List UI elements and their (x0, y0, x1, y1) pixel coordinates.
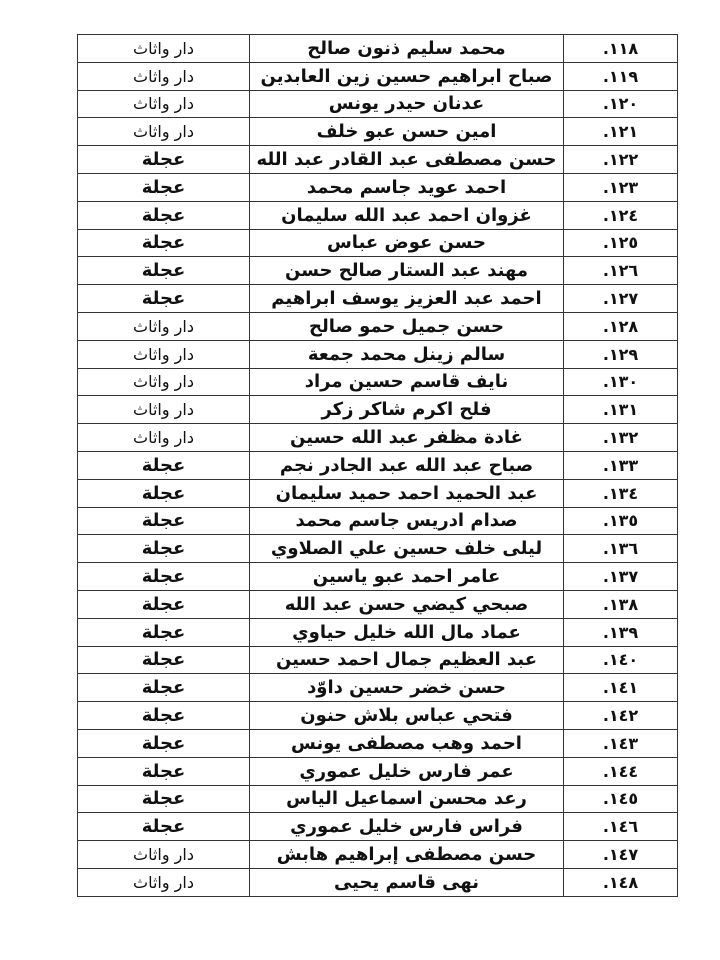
table-row (78, 90, 678, 118)
row-number-cell: ١١٨. (564, 35, 678, 63)
row-name-cell: احمد عويد جاسم محمد (250, 173, 564, 201)
row-name-cell: غادة مظفر عبد الله حسين (250, 424, 564, 452)
table-row (78, 285, 678, 313)
table-row (78, 702, 678, 730)
row-status-cell: عجلة (78, 674, 250, 702)
table-row (78, 813, 678, 841)
row-name-cell: فتحي عباس بلاش حنون (250, 702, 564, 730)
row-name-cell: حسن خضر حسين داوّد (250, 674, 564, 702)
row-name-cell: امين حسن عبو خلف (250, 118, 564, 146)
row-name-cell: سالم زينل محمد جمعة (250, 340, 564, 368)
row-name-cell: رعد محسن اسماعيل الياس (250, 785, 564, 813)
table-row (78, 146, 678, 174)
row-number-cell: ١٤٤. (564, 757, 678, 785)
table-row (78, 646, 678, 674)
row-number-cell: ١٢٦. (564, 257, 678, 285)
row-name-cell: فلح اكرم شاكر زكر (250, 396, 564, 424)
table-row (78, 312, 678, 340)
row-name-cell: محمد سليم ذنون صالح (250, 35, 564, 63)
row-name-cell: صدام ادريس جاسم محمد (250, 507, 564, 535)
row-status-cell: دار واثاث (78, 35, 250, 63)
row-status-cell: عجلة (78, 618, 250, 646)
row-name-cell: غزوان احمد عبد الله سليمان (250, 201, 564, 229)
row-number-cell: ١٣٤. (564, 479, 678, 507)
row-name-cell: نايف قاسم حسين مراد (250, 368, 564, 396)
table-row (78, 868, 678, 896)
row-name-cell: صبحي كيضي حسن عبد الله (250, 590, 564, 618)
row-name-cell: عبد العظيم جمال احمد حسين (250, 646, 564, 674)
row-status-cell: عجلة (78, 813, 250, 841)
row-status-cell: عجلة (78, 702, 250, 730)
table-row (78, 201, 678, 229)
row-status-cell: عجلة (78, 535, 250, 563)
row-status-cell: عجلة (78, 729, 250, 757)
row-number-cell: ١٤١. (564, 674, 678, 702)
row-status-cell: عجلة (78, 479, 250, 507)
table-row (78, 590, 678, 618)
table-row (78, 340, 678, 368)
table-row (78, 118, 678, 146)
roster-table (77, 34, 678, 897)
table-row (78, 841, 678, 869)
table-row (78, 451, 678, 479)
row-status-cell: عجلة (78, 257, 250, 285)
row-name-cell: صباح ابراهيم حسين زين العابدين (250, 62, 564, 90)
row-status-cell: عجلة (78, 785, 250, 813)
row-name-cell: عماد مال الله خليل حياوي (250, 618, 564, 646)
row-status-cell: عجلة (78, 201, 250, 229)
row-number-cell: ١٤٦. (564, 813, 678, 841)
table-row (78, 424, 678, 452)
row-name-cell: احمد وهب مصطفى يونس (250, 729, 564, 757)
row-status-cell: عجلة (78, 590, 250, 618)
table-row (78, 257, 678, 285)
row-number-cell: ١٣٨. (564, 590, 678, 618)
row-number-cell: ١٢٨. (564, 312, 678, 340)
table-row (78, 62, 678, 90)
row-number-cell: ١٤٥. (564, 785, 678, 813)
row-status-cell: دار واثاث (78, 368, 250, 396)
row-status-cell: عجلة (78, 173, 250, 201)
row-name-cell: عدنان حيدر يونس (250, 90, 564, 118)
row-name-cell: نهى قاسم يحيى (250, 868, 564, 896)
row-name-cell: حسن مصطفى إبراهيم هابش (250, 841, 564, 869)
row-number-cell: ١٣٢. (564, 424, 678, 452)
row-number-cell: ١٢٤. (564, 201, 678, 229)
row-name-cell: عامر احمد عبو ياسين (250, 563, 564, 591)
row-number-cell: ١٣٧. (564, 563, 678, 591)
row-number-cell: ١٣٠. (564, 368, 678, 396)
row-status-cell: دار واثاث (78, 62, 250, 90)
row-number-cell: ١٤٠. (564, 646, 678, 674)
row-status-cell: عجلة (78, 229, 250, 257)
row-number-cell: ١٢٠. (564, 90, 678, 118)
row-number-cell: ١٣٩. (564, 618, 678, 646)
table-row (78, 479, 678, 507)
roster-table-body (78, 35, 678, 897)
row-number-cell: ١٤٣. (564, 729, 678, 757)
row-number-cell: ١١٩. (564, 62, 678, 90)
row-status-cell: دار واثاث (78, 868, 250, 896)
table-row (78, 618, 678, 646)
row-status-cell: دار واثاث (78, 841, 250, 869)
table-row (78, 563, 678, 591)
row-name-cell: حسن مصطفى عبد القادر عبد الله (250, 146, 564, 174)
table-row (78, 396, 678, 424)
table-row (78, 729, 678, 757)
row-status-cell: دار واثاث (78, 340, 250, 368)
row-name-cell: صباح عبد الله عبد الجادر نجم (250, 451, 564, 479)
row-name-cell: مهند عبد الستار صالح حسن (250, 257, 564, 285)
row-status-cell: عجلة (78, 451, 250, 479)
row-status-cell: عجلة (78, 507, 250, 535)
row-status-cell: دار واثاث (78, 396, 250, 424)
row-name-cell: حسن عوض عباس (250, 229, 564, 257)
row-status-cell: عجلة (78, 285, 250, 313)
table-row (78, 674, 678, 702)
row-number-cell: ١٢٧. (564, 285, 678, 313)
table-row (78, 229, 678, 257)
table-row (78, 535, 678, 563)
row-number-cell: ١٣٥. (564, 507, 678, 535)
row-number-cell: ١٢١. (564, 118, 678, 146)
row-name-cell: حسن جميل حمو صالح (250, 312, 564, 340)
row-name-cell: احمد عبد العزيز يوسف ابراهيم (250, 285, 564, 313)
row-status-cell: دار واثاث (78, 90, 250, 118)
row-status-cell: عجلة (78, 646, 250, 674)
table-row (78, 173, 678, 201)
row-number-cell: ١٢٢. (564, 146, 678, 174)
table-row (78, 368, 678, 396)
row-number-cell: ١٣٦. (564, 535, 678, 563)
row-status-cell: عجلة (78, 563, 250, 591)
row-name-cell: عمر فارس خليل عموري (250, 757, 564, 785)
row-number-cell: ١٣١. (564, 396, 678, 424)
row-number-cell: ١٤٢. (564, 702, 678, 730)
table-row (78, 785, 678, 813)
row-status-cell: دار واثاث (78, 312, 250, 340)
table-row (78, 757, 678, 785)
row-number-cell: ١٤٧. (564, 841, 678, 869)
row-number-cell: ١٢٩. (564, 340, 678, 368)
row-status-cell: عجلة (78, 146, 250, 174)
row-status-cell: عجلة (78, 757, 250, 785)
row-name-cell: عبد الحميد احمد حميد سليمان (250, 479, 564, 507)
row-status-cell: دار واثاث (78, 118, 250, 146)
row-number-cell: ١٢٣. (564, 173, 678, 201)
table-row (78, 507, 678, 535)
row-name-cell: فراس فارس خليل عموري (250, 813, 564, 841)
row-number-cell: ١٤٨. (564, 868, 678, 896)
row-number-cell: ١٢٥. (564, 229, 678, 257)
row-status-cell: دار واثاث (78, 424, 250, 452)
row-number-cell: ١٣٣. (564, 451, 678, 479)
document-sheet (77, 34, 676, 897)
table-row (78, 35, 678, 63)
row-name-cell: ليلى خلف حسين علي الصلاوي (250, 535, 564, 563)
